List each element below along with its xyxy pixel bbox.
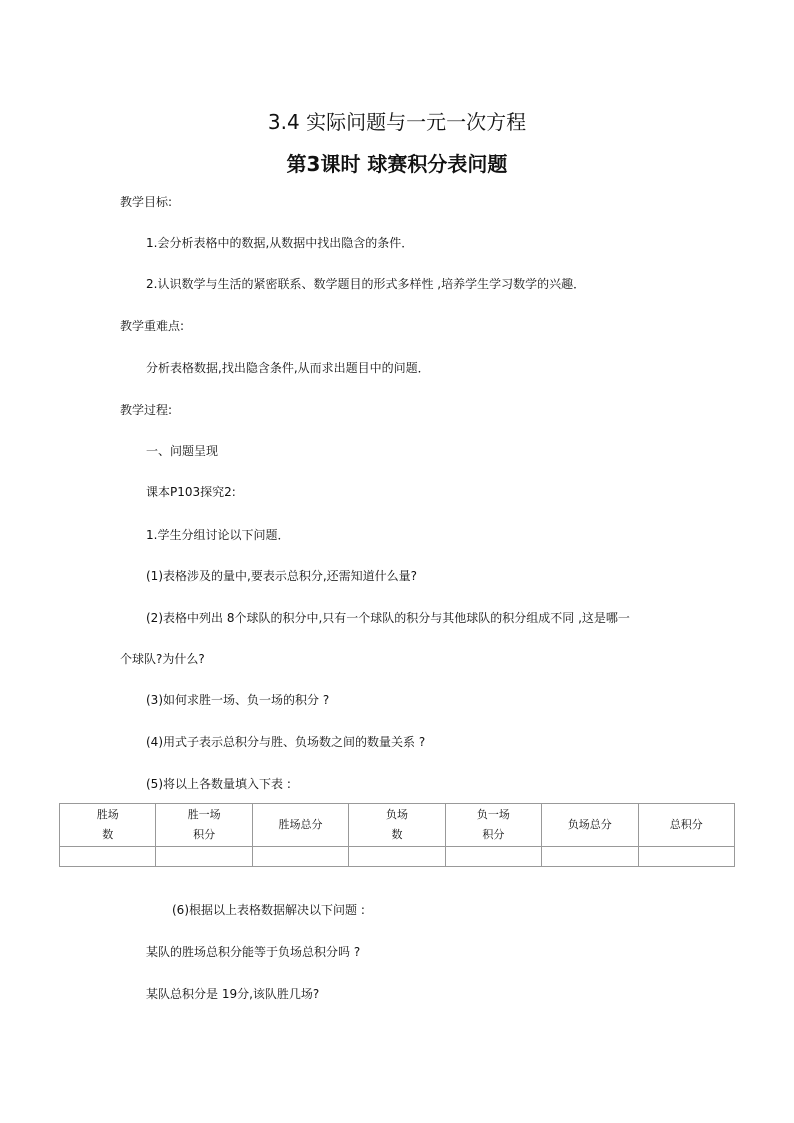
header-win-points: 胜一场 积分 — [156, 804, 252, 847]
document-subtitle: 第3课时 球赛积分表问题 — [286, 152, 508, 176]
table-row — [60, 847, 735, 867]
question-2-line-2: 个球队?为什么? — [120, 652, 205, 666]
table-cell — [638, 847, 734, 867]
key-points-heading: 教学重难点: — [120, 319, 185, 333]
header-loss-total: 负场总分 — [542, 804, 638, 847]
question-1: (1)表格涉及的量中,要表示总积分,还需知道什么量? — [146, 569, 417, 583]
table-cell — [252, 847, 348, 867]
score-table — [59, 803, 735, 867]
document-title: 3.4 实际问题与一元一次方程 — [267, 110, 527, 134]
task-text: 1.学生分组讨论以下问题． — [146, 528, 290, 542]
textbook-reference: 课本P103探究2: — [146, 485, 236, 499]
table-cell — [156, 847, 252, 867]
key-points-text: 分析表格数据,找出隐含条件,从而求出题目中的问题． — [146, 361, 430, 375]
question-2-line-1: (2)表格中列出 8个球队的积分中,只有一个球队的积分与其他球队的积分组成不同 ,这是哪一 — [146, 611, 630, 625]
question-4: (4)用式子表示总积分与胜、负场数之间的数量关系 ? — [146, 735, 426, 749]
table-cell — [60, 847, 156, 867]
table-header-row — [60, 804, 735, 847]
header-loss-points: 负一场 积分 — [445, 804, 541, 847]
question-5: (5)将以上各数量填入下表 : — [146, 777, 291, 791]
section-heading: 一、问题呈现 — [146, 444, 219, 458]
objectives-heading: 教学目标: — [120, 195, 173, 209]
objective-item-1: 1.会分析表格中的数据,从数据中找出隐含的条件． — [146, 236, 414, 250]
header-loss-count: 负场 数 — [349, 804, 445, 847]
table-cell — [445, 847, 541, 867]
header-total-points: 总积分 — [638, 804, 734, 847]
table-cell — [542, 847, 638, 867]
sub-question-2: 某队总积分是 19分,该队胜几场? — [146, 987, 320, 1001]
header-win-count: 胜场 数 — [60, 804, 156, 847]
header-win-total: 胜场总分 — [252, 804, 348, 847]
question-3: (3)如何求胜一场、负一场的积分 ? — [146, 693, 330, 707]
sub-question-1: 某队的胜场总积分能等于负场总积分吗 ? — [146, 945, 361, 959]
question-6: (6)根据以上表格数据解决以下问题 : — [172, 903, 365, 917]
objective-item-2: 2.认识数学与生活的紧密联系、数学题目的形式多样性 ,培养学生学习数学的兴趣． — [146, 277, 586, 291]
process-heading: 教学过程: — [120, 403, 173, 417]
table-cell — [349, 847, 445, 867]
